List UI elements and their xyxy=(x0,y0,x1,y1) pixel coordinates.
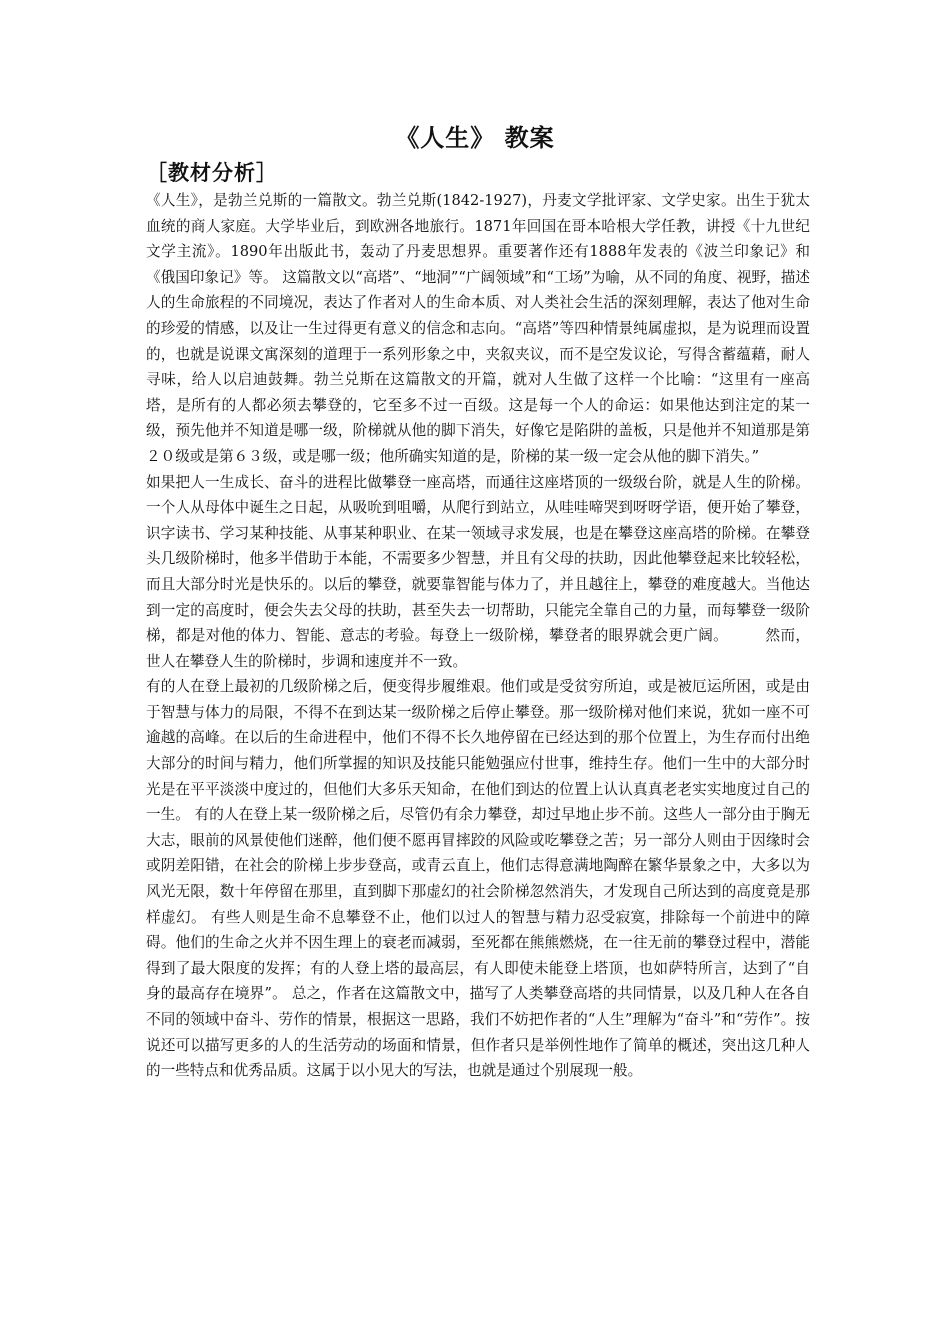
paragraph: 《人生》，是勃兰兑斯的一篇散文。勃兰兑斯(1842-1927)，丹麦文学批评家、文学史家。出生于犹太血统的商人家庭。大学毕业后，到欧洲各地旅行。1871年回国在哥本哈根大学任教，讲授《十九世纪文学主流》。1890年出版此书，轰动了丹麦思想界。重要著作还有1888年发表的《波兰印象记》和《俄国印象记》等。 这篇散文以“高塔”、“地洞”“广阔领域”和“工场”为喻，从不同的角度、视野，描述人的生命旅程的不同境况，表达了作者对人的生命本质、对人类社会生活的深刻理解，表达了他对生命的珍爱的情感，以及让一生过得更有意义的信念和志向。“高塔”等四种情景纯属虚拟，是为说理而设置的，也就是说课文寓深刻的道理于一系列形象之中，夹叙夹议，而不是空发议论，写得含蓄蕴藉，耐人寻味，给人以启迪鼓舞。勃兰兑斯在这篇散文的开篇，就对人生做了这样一个比喻：“这里有一座高塔，是所有的人都必须去攀登的，它至多不过一百级。这是每一个人的命运：如果他达到注定的某一级，预先他并不知道是哪一级，阶梯就从他的脚下消失，好像它是陷阱的盖板，只是他并不知道那是第２０级或是第６３级，或是哪一级；他所确实知道的是，阶梯的某一级一定会从他的脚下消失。” xyxy=(146,192,810,465)
section-heading: ［教材分析］ xyxy=(146,160,278,185)
body-text xyxy=(146,188,810,1084)
document-title: 《人生》 教案 xyxy=(395,123,555,152)
paragraph: 如果把人一生成长、奋斗的进程比做攀登一座高塔，而通往这座塔顶的一级级台阶，就是人生的阶梯。一个人从母体中诞生之日起，从吸吮到咀嚼，从爬行到站立，从哇哇啼哭到呀呀学语，便开始了攀登，识字读书、学习某种技能、从事某种职业、在某一领域寻求发展，也是在攀登这座高塔的阶梯。在攀登头几级阶梯时，他多半借助于本能，不需要多少智慧，并且有父母的扶助，因此他攀登起来比较轻松，而且大部分时光是快乐的。以后的攀登，就要靠智能与体力了，并且越往上，攀登的难度越大。当他达到一定的高度时，便会失去父母的扶助，甚至失去一切帮助，只能完全靠自己的力量，而每攀登一级阶梯，都是对他的体力、智能、意志的考验。每登上一级阶梯，攀登者的眼界就会更广阔。 然而，世人在攀登人生的阶梯时，步调和速度并不一致。 xyxy=(146,473,810,670)
paragraph: 有的人在登上最初的几级阶梯之后，便变得步履维艰。他们或是受贫穷所迫，或是被厄运所困，或是由于智慧与体力的局限，不得不在到达某一级阶梯之后停止攀登。那一级阶梯对他们来说，犹如一座不可逾越的高峰。在以后的生命进程中，他们不得不长久地停留在已经达到的那个位置上，为生存而付出绝大部分的时间与精力，他们所掌握的知识及技能只能勉强应付世事，维持生存。他们一生中的大部分时光是在平平淡淡中度过的，但他们大多乐天知命，在他们到达的位置上认认真真老老实实地度过自己的一生。 有的人在登上某一级阶梯之后，尽管仍有余力攀登，却过早地止步不前。这些人一部分由于胸无大志，眼前的风景使他们迷醉，他们便不愿再冒摔跤的风险或吃攀登之苦；另一部分人则由于因缘时会或阴差阳错，在社会的阶梯上步步登高，或青云直上，他们志得意满地陶醉在繁华景象之中，大多以为风光无限，数十年停留在那里，直到脚下那虚幻的社会阶梯忽然消失，才发现自己所达到的高度竟是那样虚幻。 有些人则是生命不息攀登不止，他们以过人的智慧与精力忍受寂寞，排除每一个前进中的障碍。他们的生命之火并不因生理上的衰老而减弱，至死都在熊熊燃烧，在一往无前的攀登过程中，潜能得到了最大限度的发挥；有的人登上塔的最高层，有人即使未能登上塔顶，也如萨特所言，达到了“自身的最高存在境界”。 总之，作者在这篇散文中，描写了人类攀登高塔的共同情景，以及几种人在各自不同的领域中奋斗、劳作的情景，根据这一思路，我们不妨把作者的“人生”理解为“奋斗”和“劳作”。按说还可以描写更多的人的生活劳动的场面和情景，但作者只是举例性地作了简单的概述，突出这几种人的一些特点和优秀品质。这属于以小见大的写法，也就是通过个别展现一般。 xyxy=(146,678,810,1080)
